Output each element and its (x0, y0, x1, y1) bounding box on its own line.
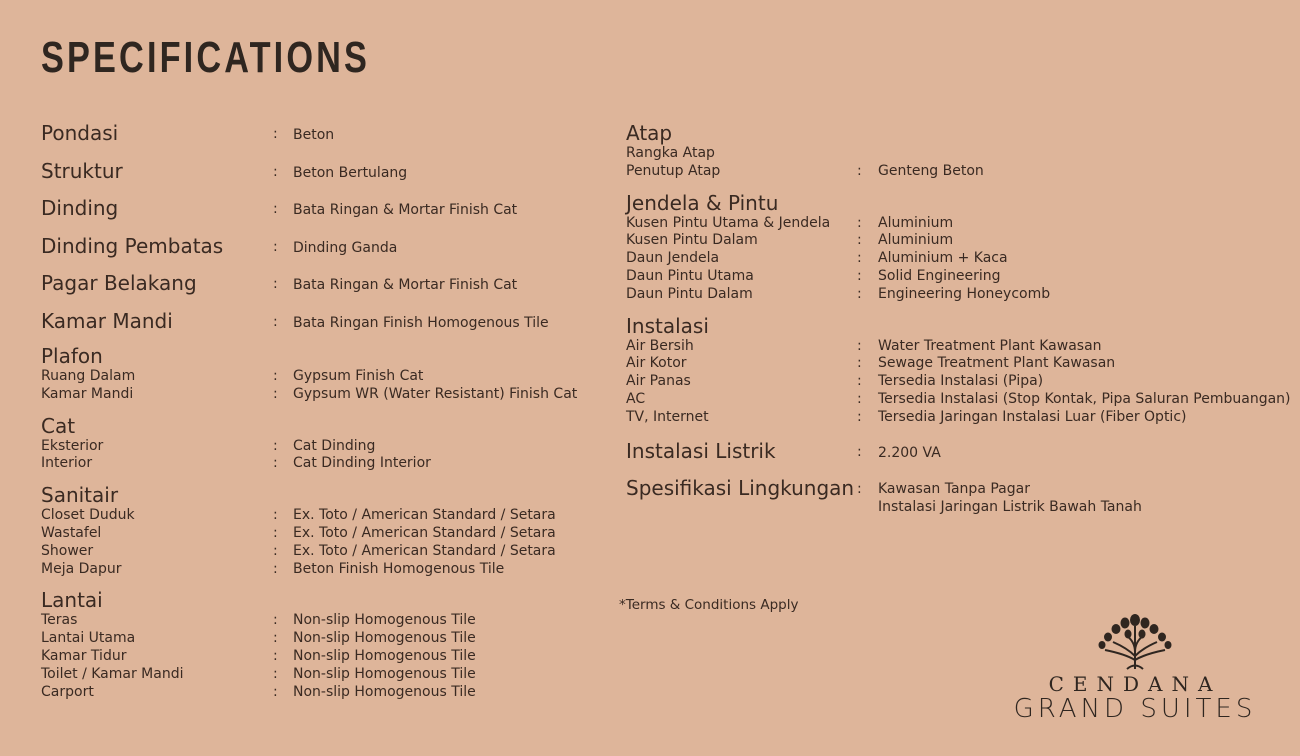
spec-row-listrik (626, 438, 1286, 476)
spec-group (41, 484, 601, 578)
separator: : (273, 313, 278, 330)
brand-logo (1000, 612, 1270, 732)
spec-item (626, 215, 1286, 233)
spec-group (41, 415, 601, 474)
item-label: Closet Duduk (41, 507, 135, 524)
spec-item (626, 163, 1286, 181)
separator: : (273, 126, 278, 142)
item-value: Engineering Honeycomb (878, 285, 1051, 302)
spec-label: Spesifikasi Lingkungan (626, 476, 855, 501)
separator: : (857, 285, 862, 302)
spec-value: Instalasi Jaringan Listrik Bawah Tanah (878, 498, 1142, 515)
item-value: Beton Finish Homogenous Tile (293, 560, 505, 577)
separator: : (273, 524, 278, 541)
spec-value-list (878, 481, 1142, 517)
separator: : (273, 163, 278, 180)
item-label: Kusen Pintu Utama & Jendela (626, 214, 831, 231)
brand-name-line1: CENDANA (1048, 672, 1222, 696)
spec-group (626, 313, 1291, 427)
separator: : (273, 276, 278, 292)
item-value: Gypsum WR (Water Resistant) Finish Cat (293, 385, 578, 402)
spec-label: Pondasi (41, 121, 119, 145)
spec-value: Bata Ringan Finish Homogenous Tile (293, 314, 549, 331)
item-label: Daun Pintu Utama (626, 267, 754, 284)
separator: : (273, 612, 278, 629)
item-label: Shower (41, 542, 94, 559)
spec-item (41, 666, 601, 684)
spec-row (41, 195, 601, 233)
spec-label: Pagar Belakang (41, 271, 197, 295)
separator: : (857, 481, 862, 498)
separator: : (857, 355, 862, 372)
spec-item (41, 561, 601, 579)
spec-row (41, 158, 601, 196)
item-value: Aluminium (878, 214, 954, 231)
spec-item (626, 286, 1286, 304)
group-title: Lantai (41, 588, 103, 613)
item-label: Ruang Dalam (41, 368, 136, 384)
separator: : (857, 408, 862, 425)
terms-note: *Terms & Conditions Apply (619, 597, 799, 613)
item-value: Solid Engineering (878, 267, 1001, 284)
group-title: Cat (41, 413, 76, 438)
group-title: Jendela & Pintu (626, 190, 779, 215)
spec-value: Dinding Ganda (293, 239, 398, 256)
spec-item (41, 455, 601, 473)
item-value: Tersedia Instalasi (Pipa) (878, 373, 1044, 390)
item-value: Gypsum Finish Cat (293, 368, 424, 384)
spec-item (626, 373, 1286, 391)
spec-row-lingkungan (626, 475, 1286, 513)
brand-name-line2: GRAND SUITES (1013, 694, 1257, 724)
spec-item (626, 390, 1291, 409)
item-value: Non-slip Homogenous Tile (293, 612, 476, 629)
spec-item (41, 525, 601, 543)
separator: : (273, 507, 278, 524)
left-column (41, 120, 601, 712)
separator: : (273, 683, 278, 700)
spec-row (41, 120, 601, 158)
spec-label: Kamar Mandi (41, 308, 173, 333)
item-value: Cat Dinding (293, 437, 376, 454)
spec-item (41, 386, 601, 404)
page-title: SPECIFICATIONS (41, 33, 371, 82)
item-value: Non-slip Homogenous Tile (293, 630, 476, 647)
item-label: Penutup Atap (626, 162, 721, 179)
item-label: Daun Pintu Dalam (626, 285, 753, 302)
item-label: AC (626, 390, 646, 407)
item-label: Interior (41, 455, 93, 472)
item-label: Daun Jendela (626, 250, 720, 267)
spec-item (626, 409, 1286, 427)
item-label: TV, Internet (626, 408, 709, 425)
separator: : (273, 368, 278, 384)
separator: : (273, 647, 278, 664)
item-label: Eksterior (41, 437, 104, 454)
spec-item (41, 630, 601, 648)
item-value: Non-slip Homogenous Tile (293, 665, 476, 682)
item-label: Carport (41, 683, 94, 700)
spec-group (626, 192, 1286, 304)
item-label: Rangka Atap (626, 145, 715, 161)
spec-label: Struktur (41, 158, 123, 183)
group-title: Instalasi (626, 313, 709, 338)
item-label: Toilet / Kamar Mandi (41, 665, 184, 682)
tree-icon (1097, 612, 1173, 670)
spec-item (41, 507, 601, 525)
separator: : (273, 201, 278, 217)
separator: : (857, 267, 862, 284)
spec-item (41, 368, 601, 386)
separator: : (273, 560, 278, 577)
separator: : (857, 162, 862, 179)
separator: : (273, 238, 278, 255)
item-label: Air Panas (626, 373, 691, 390)
spec-item (41, 543, 601, 561)
item-value: Ex. Toto / American Standard / Setara (293, 524, 556, 541)
item-value: Genteng Beton (878, 162, 984, 179)
item-label: Wastafel (41, 524, 102, 541)
spec-value: Beton Bertulang (293, 164, 408, 181)
separator: : (857, 214, 862, 231)
item-value: Aluminium + Kaca (878, 250, 1008, 267)
separator: : (857, 250, 862, 267)
item-label: Lantai Utama (41, 630, 136, 647)
separator: : (273, 630, 278, 647)
right-column (626, 121, 1291, 515)
group-title: Sanitair (41, 483, 119, 508)
spec-value: Bata Ringan & Mortar Finish Cat (293, 277, 518, 293)
spec-item (41, 612, 601, 630)
item-value: Non-slip Homogenous Tile (293, 647, 476, 664)
item-value: Sewage Treatment Plant Kawasan (878, 355, 1116, 372)
item-label: Meja Dapur (41, 560, 122, 577)
spec-item (41, 648, 601, 666)
spec-value: Kawasan Tanpa Pagar (878, 481, 1030, 498)
spec-row (41, 270, 601, 308)
item-label: Air Bersih (626, 337, 694, 354)
item-label: Air Kotor (626, 355, 687, 372)
spec-item (626, 232, 1286, 250)
item-value: Tersedia Jaringan Instalasi Luar (Fiber Optic) (878, 408, 1187, 425)
item-label: Kusen Pintu Dalam (626, 232, 758, 249)
item-value: Water Treatment Plant Kawasan (878, 337, 1102, 354)
item-value: Non-slip Homogenous Tile (293, 683, 476, 700)
item-value: Ex. Toto / American Standard / Setara (293, 542, 556, 559)
item-value: Tersedia Instalasi (Stop Kontak, Pipa Saluran Pembuangan) (878, 390, 1291, 407)
separator: : (273, 665, 278, 682)
spec-value: 2.200 VA (878, 444, 941, 461)
spec-item (626, 145, 1286, 163)
spec-item (626, 355, 1286, 373)
separator: : (273, 542, 278, 559)
spec-item (626, 338, 1286, 356)
spec-group (41, 345, 601, 404)
spec-row (41, 233, 601, 271)
spec-item (626, 250, 1286, 268)
separator: : (857, 390, 862, 407)
spec-label: Instalasi Listrik (626, 438, 776, 463)
spec-value: Beton (293, 127, 335, 143)
separator: : (857, 232, 862, 249)
separator: : (273, 437, 278, 454)
item-label: Kamar Tidur (41, 647, 127, 664)
item-label: Kamar Mandi (41, 385, 134, 402)
separator: : (273, 455, 278, 472)
item-value: Aluminium (878, 232, 954, 249)
item-label: Teras (41, 612, 78, 629)
spec-item (41, 684, 601, 702)
spec-item (626, 268, 1286, 286)
spec-label: Dinding Pembatas (41, 233, 224, 258)
spec-group (41, 589, 601, 701)
separator: : (857, 443, 862, 460)
spec-row (41, 308, 601, 346)
separator: : (857, 373, 862, 390)
spec-label: Dinding (41, 196, 119, 220)
spec-group (626, 122, 1286, 181)
separator: : (857, 337, 862, 354)
group-title: Atap (626, 121, 673, 145)
item-value: Cat Dinding Interior (293, 455, 431, 472)
item-value: Ex. Toto / American Standard / Setara (293, 507, 556, 524)
group-title: Plafon (41, 344, 103, 368)
separator: : (273, 385, 278, 402)
spec-item (41, 438, 601, 456)
spec-value: Bata Ringan & Mortar Finish Cat (293, 202, 518, 218)
